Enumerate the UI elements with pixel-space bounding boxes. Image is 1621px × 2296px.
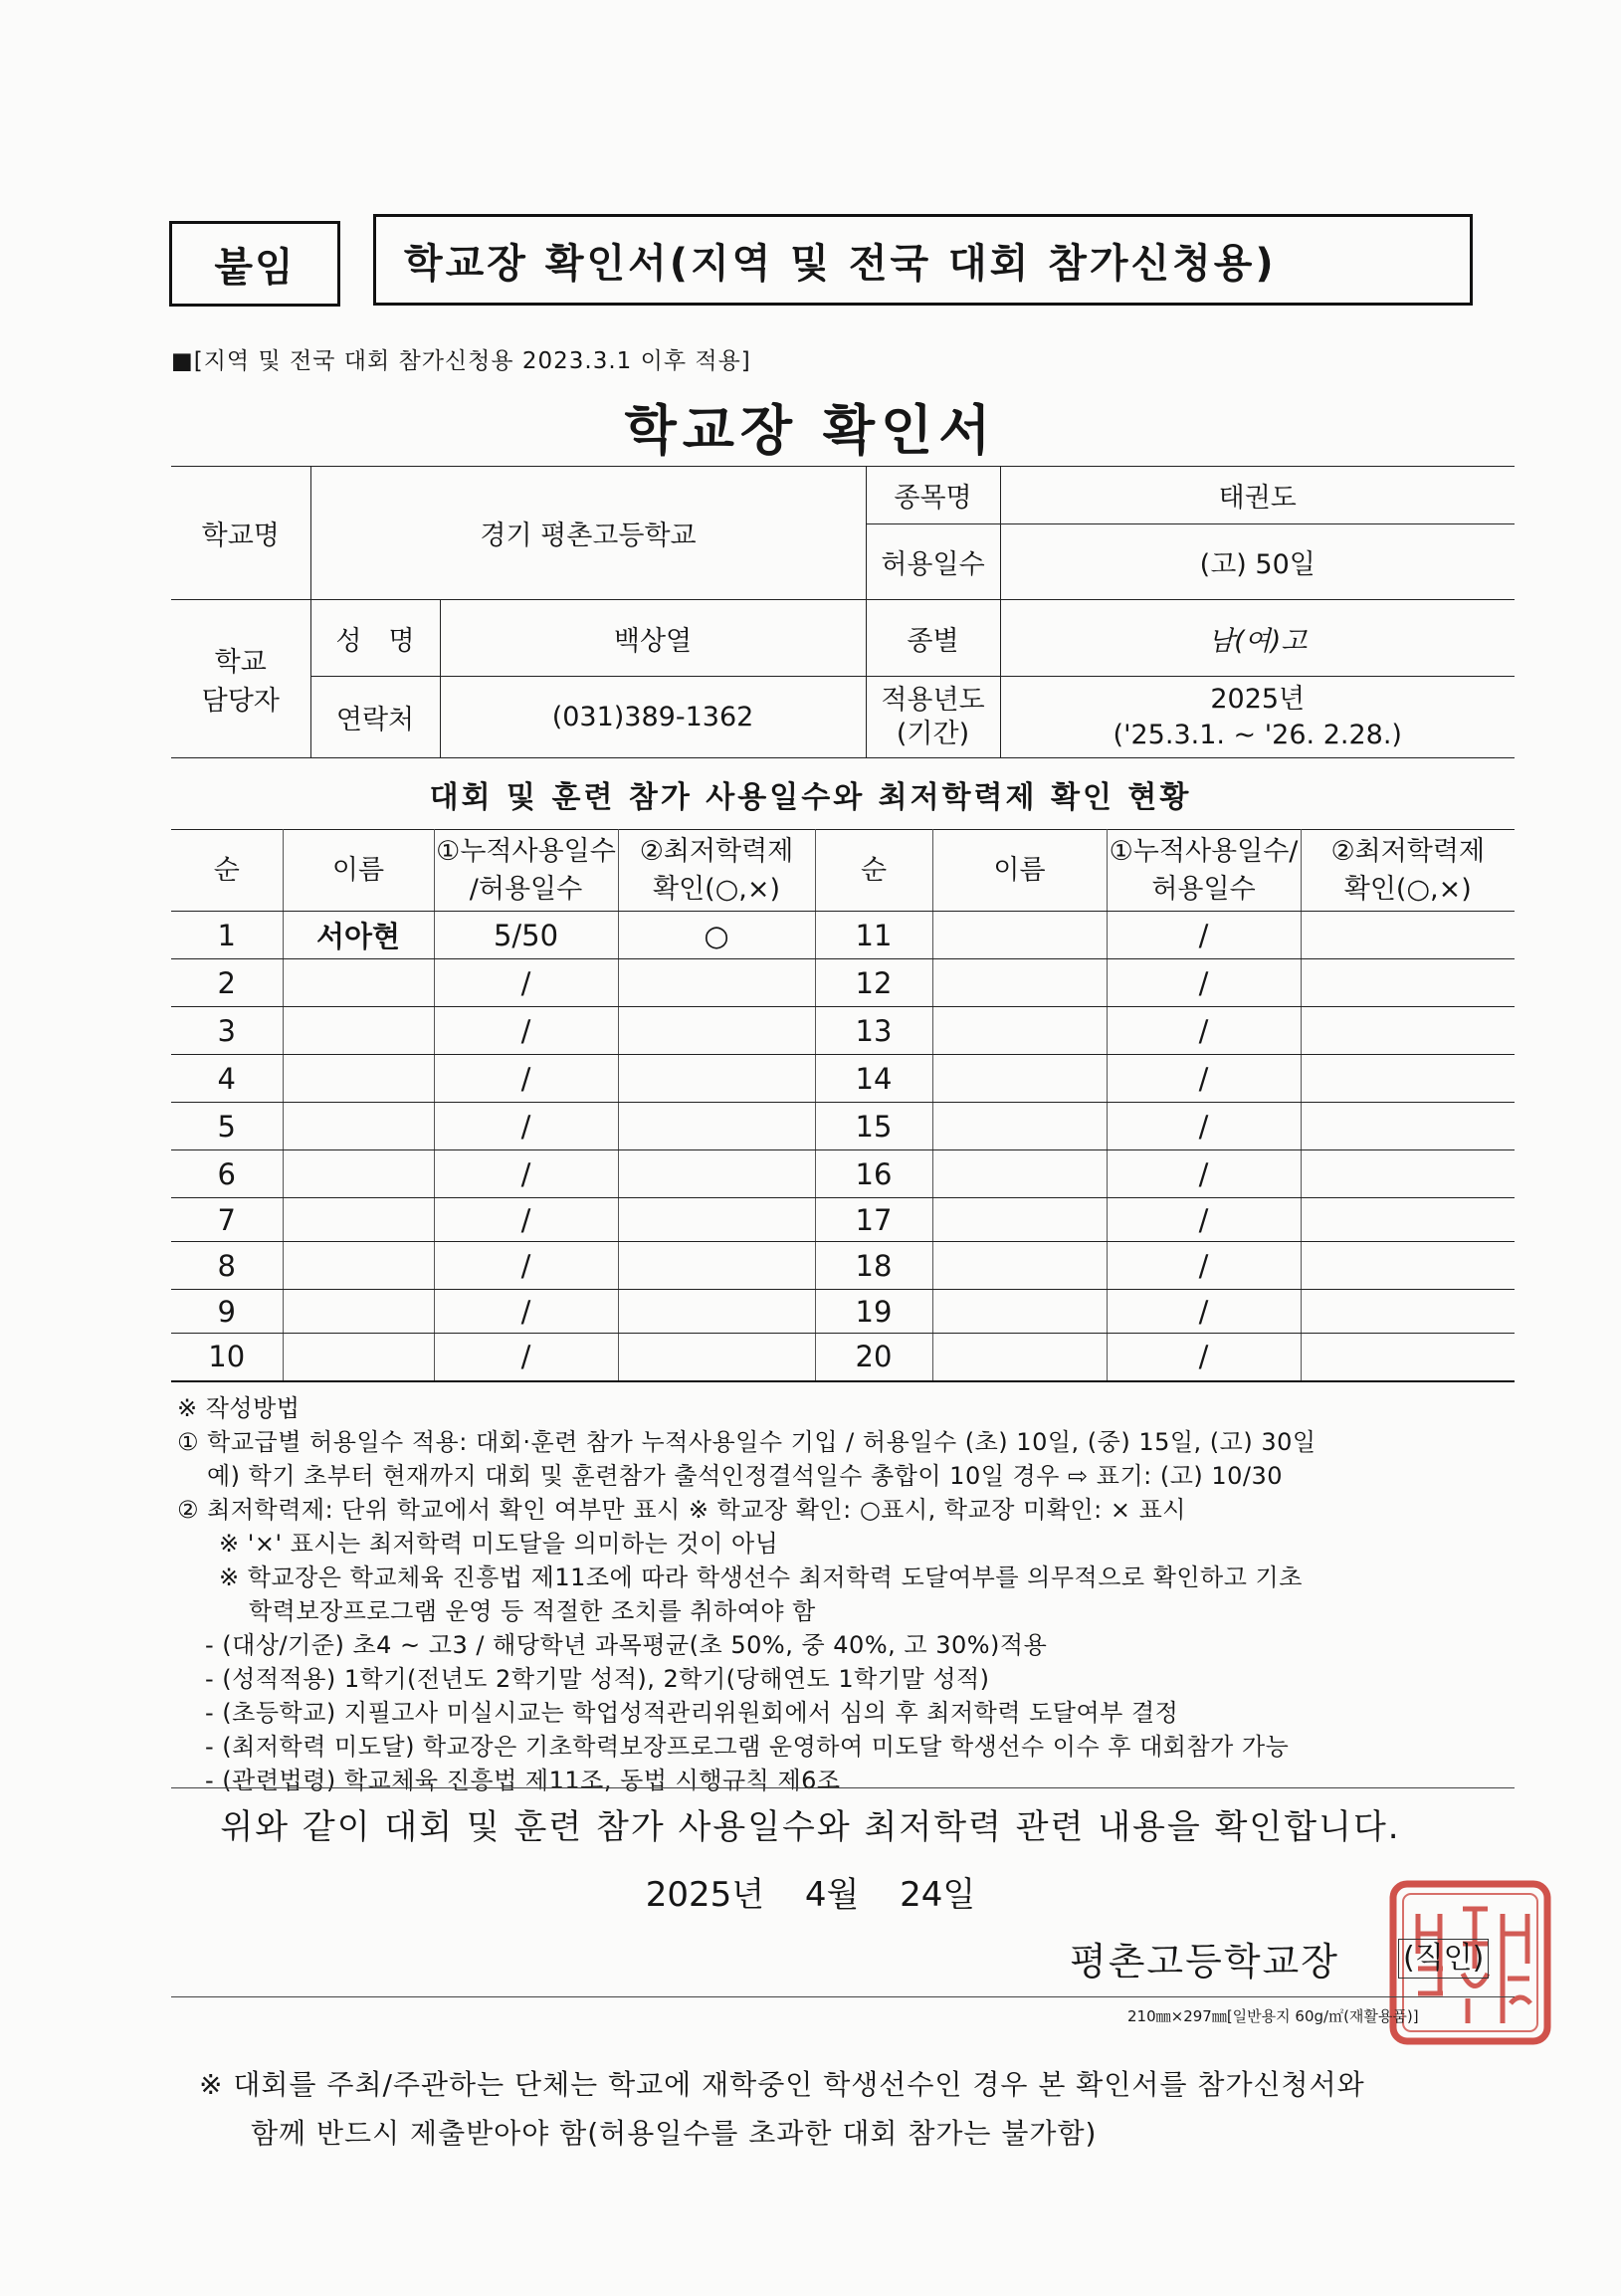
instruction-line: - (대상/기준) 초4 ~ 고3 / 해당학년 과목평균(초 50%, 중 40%, 고 30%)적용 bbox=[205, 1631, 1048, 1659]
info-table bbox=[171, 466, 1515, 758]
principal-signature: 평촌고등학교장 bbox=[1070, 1940, 1339, 1983]
student-name bbox=[283, 1103, 434, 1150]
row-no-right: 18 bbox=[815, 1242, 932, 1290]
roster-header-row bbox=[171, 830, 1515, 912]
instruction-line: 학력보장프로그램 운영 등 적절한 조치를 취하여야 함 bbox=[249, 1597, 816, 1625]
row-no: 2 bbox=[171, 959, 283, 1007]
col-min-right bbox=[1301, 830, 1515, 912]
days-cell: / bbox=[434, 1334, 618, 1381]
row-no: 5 bbox=[171, 1103, 283, 1150]
student-name bbox=[283, 1334, 434, 1381]
days-cell-right: / bbox=[1107, 1007, 1301, 1055]
student-name bbox=[283, 1242, 434, 1290]
instruction-line: - (초등학교) 지필고사 미실시교는 학업성적관리위원회에서 심의 후 최저학력 도달여부 결정 bbox=[205, 1699, 1179, 1727]
row-no-right: 11 bbox=[815, 912, 932, 959]
page-title: 학교장 확인서 bbox=[624, 399, 997, 462]
year-value-line1: 2025년 bbox=[1210, 683, 1306, 715]
applicability-note: ■[지역 및 전국 대회 참가신청용 2023.3.1 이후 적용] bbox=[171, 348, 751, 374]
days-cell: / bbox=[434, 1198, 618, 1242]
student-name-right bbox=[932, 1007, 1107, 1055]
student-name bbox=[283, 1150, 434, 1198]
days-cell-right: / bbox=[1107, 1290, 1301, 1334]
days-cell-right: / bbox=[1107, 1103, 1301, 1150]
student-name-right bbox=[932, 1242, 1107, 1290]
row-no-right: 15 bbox=[815, 1103, 932, 1150]
instructions bbox=[177, 1391, 1530, 1797]
sport-value: 태권도 bbox=[1000, 467, 1515, 524]
table-row bbox=[171, 1334, 1515, 1381]
issue-date: 2025년 4월 24일 bbox=[645, 1875, 976, 1915]
footer-notice bbox=[199, 2060, 1365, 2158]
student-name bbox=[283, 959, 434, 1007]
sport-label: 종목명 bbox=[866, 467, 1000, 524]
school-value: 경기 평촌고등학교 bbox=[310, 467, 866, 600]
days-cell-right: / bbox=[1107, 959, 1301, 1007]
min-check-cell-right bbox=[1301, 912, 1515, 959]
min-check-cell bbox=[618, 1150, 815, 1198]
row-no: 6 bbox=[171, 1150, 283, 1198]
days-cell: / bbox=[434, 1150, 618, 1198]
allowed-days-value: (고) 50일 bbox=[1000, 524, 1515, 600]
allowed-days-label: 허용일수 bbox=[866, 524, 1000, 600]
row-no: 3 bbox=[171, 1007, 283, 1055]
col-days bbox=[434, 830, 618, 912]
col-min bbox=[618, 830, 815, 912]
row-no-right: 17 bbox=[815, 1198, 932, 1242]
divider bbox=[171, 1996, 1515, 1997]
contact-value: (031)389-1362 bbox=[440, 677, 866, 758]
table-row bbox=[171, 959, 1515, 1007]
name-value: 백상열 bbox=[440, 600, 866, 677]
col-no: 순 bbox=[171, 830, 283, 912]
table-row bbox=[171, 1198, 1515, 1242]
col-days-right-line2: 허용일수 bbox=[1151, 873, 1256, 905]
days-cell: / bbox=[434, 1290, 618, 1334]
year-label-line1: 적용년도 bbox=[881, 684, 985, 716]
confirmation-statement: 위와 같이 대회 및 훈련 참가 사용일수와 최저학력 관련 내용을 확인합니다. bbox=[220, 1807, 1401, 1847]
instructions-heading: ※ 작성방법 bbox=[177, 1394, 301, 1422]
table-row bbox=[171, 1242, 1515, 1290]
row-no: 8 bbox=[171, 1242, 283, 1290]
table-row bbox=[171, 912, 1515, 959]
instruction-line: 예) 학기 초부터 현재까지 대회 및 훈련참가 출석인정결석일수 총합이 10일 경우 ⇨ 표기: (고) 10/30 bbox=[207, 1462, 1284, 1490]
row-no-right: 16 bbox=[815, 1150, 932, 1198]
row-no: 9 bbox=[171, 1290, 283, 1334]
manager-label-line2: 담당자 bbox=[201, 686, 280, 717]
instruction-line: ① 학교급별 허용일수 적용: 대회·훈련 참가 누적사용일수 기입 / 허용일수 (초) 10일, (중) 15일, (고) 30일 bbox=[177, 1428, 1317, 1456]
student-name-right bbox=[932, 1198, 1107, 1242]
roster-table bbox=[171, 829, 1515, 1382]
table-row bbox=[171, 1055, 1515, 1103]
student-name bbox=[283, 1198, 434, 1242]
row-no: 10 bbox=[171, 1334, 283, 1381]
col-min-right-line1: ②최저학력제 bbox=[1330, 835, 1486, 867]
col-min-line2: 확인(○,×) bbox=[653, 873, 780, 905]
days-cell-right: / bbox=[1107, 1055, 1301, 1103]
student-name-right bbox=[932, 912, 1107, 959]
days-cell-right: / bbox=[1107, 1150, 1301, 1198]
days-cell: / bbox=[434, 1242, 618, 1290]
min-check-cell-right bbox=[1301, 1334, 1515, 1381]
min-check-cell bbox=[618, 1007, 815, 1055]
row-no-right: 20 bbox=[815, 1334, 932, 1381]
student-name-right bbox=[932, 959, 1107, 1007]
days-cell-right: / bbox=[1107, 1198, 1301, 1242]
footer-line: ※ 대회를 주최/주관하는 단체는 학교에 재학중인 학생선수인 경우 본 확인서를 참가신청서와 bbox=[199, 2068, 1365, 2101]
year-label-line2: (기간) bbox=[896, 718, 970, 749]
days-cell-right: / bbox=[1107, 912, 1301, 959]
row-no: 7 bbox=[171, 1198, 283, 1242]
days-cell: / bbox=[434, 1055, 618, 1103]
school-label: 학교명 bbox=[171, 467, 310, 600]
col-name-right: 이름 bbox=[932, 830, 1107, 912]
name-label: 성 명 bbox=[310, 600, 440, 677]
days-cell: / bbox=[434, 1103, 618, 1150]
seal-label: (직인) bbox=[1398, 1939, 1489, 1979]
min-check-cell-right bbox=[1301, 959, 1515, 1007]
gender-label: 종별 bbox=[866, 600, 1000, 677]
gender-value: 남(여)고 bbox=[1000, 600, 1515, 677]
col-no-right: 순 bbox=[815, 830, 932, 912]
col-days-line1: ①누적사용일수 bbox=[436, 835, 616, 867]
footer-line: 함께 반드시 제출받아야 함(허용일수를 초과한 대회 참가는 불가함) bbox=[251, 2117, 1098, 2150]
col-min-line1: ②최저학력제 bbox=[639, 835, 794, 867]
min-check-cell: ○ bbox=[618, 912, 815, 959]
instruction-line: ② 최저학력제: 단위 학교에서 확인 여부만 표시 ※ 학교장 확인: ○표시, 학교장 미확인: × 표시 bbox=[177, 1496, 1186, 1524]
days-cell-right: / bbox=[1107, 1242, 1301, 1290]
min-check-cell-right bbox=[1301, 1150, 1515, 1198]
student-name bbox=[283, 1055, 434, 1103]
year-label bbox=[866, 677, 1000, 758]
min-check-cell-right bbox=[1301, 1242, 1515, 1290]
instruction-line: - (관련법령) 학교체육 진흥법 제11조, 동법 시행규칙 제6조 bbox=[205, 1767, 841, 1794]
table-row bbox=[171, 1290, 1515, 1334]
year-value bbox=[1000, 677, 1515, 758]
instruction-line: ※ 학교장은 학교체육 진흥법 제11조에 따라 학생선수 최저학력 도달여부를 의무적으로 확인하고 기초 bbox=[219, 1564, 1303, 1591]
min-check-cell bbox=[618, 1242, 815, 1290]
student-name bbox=[283, 1290, 434, 1334]
col-name: 이름 bbox=[283, 830, 434, 912]
row-no: 4 bbox=[171, 1055, 283, 1103]
min-check-cell-right bbox=[1301, 1198, 1515, 1242]
attachment-tag: 붙임 bbox=[169, 221, 340, 307]
row-no-right: 14 bbox=[815, 1055, 932, 1103]
row-no: 1 bbox=[171, 912, 283, 959]
instruction-line: ※ '×' 표시는 최저학력 미도달을 의미하는 것이 아님 bbox=[219, 1530, 779, 1558]
instruction-line: - (성적적용) 1학기(전년도 2학기말 성적), 2학기(당해연도 1학기말 성적) bbox=[205, 1665, 990, 1693]
min-check-cell-right bbox=[1301, 1290, 1515, 1334]
table-row bbox=[171, 1150, 1515, 1198]
min-check-cell-right bbox=[1301, 1007, 1515, 1055]
days-cell: 5/50 bbox=[434, 912, 618, 959]
min-check-cell bbox=[618, 1290, 815, 1334]
min-check-cell bbox=[618, 1198, 815, 1242]
col-days-right-line1: ①누적사용일수/ bbox=[1109, 835, 1299, 867]
student-name-right bbox=[932, 1055, 1107, 1103]
row-no-right: 12 bbox=[815, 959, 932, 1007]
days-cell-right: / bbox=[1107, 1334, 1301, 1381]
min-check-cell bbox=[618, 959, 815, 1007]
contact-label: 연락처 bbox=[310, 677, 440, 758]
instruction-line: - (최저학력 미도달) 학교장은 기초학력보장프로그램 운영하여 미도달 학생선수 이수 후 대회참가 가능 bbox=[205, 1733, 1290, 1761]
min-check-cell bbox=[618, 1334, 815, 1381]
row-no-right: 19 bbox=[815, 1290, 932, 1334]
divider bbox=[171, 1787, 1515, 1788]
student-name-right bbox=[932, 1334, 1107, 1381]
table-row bbox=[171, 1103, 1515, 1150]
col-min-right-line2: 확인(○,×) bbox=[1343, 873, 1472, 905]
student-name-right bbox=[932, 1150, 1107, 1198]
header-title: 학교장 확인서(지역 및 전국 대회 참가신청용) bbox=[373, 214, 1473, 306]
student-name-right bbox=[932, 1103, 1107, 1150]
days-cell: / bbox=[434, 1007, 618, 1055]
min-check-cell-right bbox=[1301, 1055, 1515, 1103]
student-name-right bbox=[932, 1290, 1107, 1334]
roster-title: 대회 및 훈련 참가 사용일수와 최저학력제 확인 현황 bbox=[429, 780, 1192, 815]
manager-label-line1: 학교 bbox=[214, 647, 267, 678]
col-days-right bbox=[1107, 830, 1301, 912]
table-row bbox=[171, 1007, 1515, 1055]
manager-label bbox=[171, 600, 310, 758]
row-no-right: 13 bbox=[815, 1007, 932, 1055]
min-check-cell bbox=[618, 1103, 815, 1150]
student-name: 서아현 bbox=[283, 912, 434, 959]
min-check-cell bbox=[618, 1055, 815, 1103]
min-check-cell-right bbox=[1301, 1103, 1515, 1150]
col-days-line2: /허용일수 bbox=[469, 873, 583, 905]
days-cell: / bbox=[434, 959, 618, 1007]
student-name bbox=[283, 1007, 434, 1055]
paper-spec: 210㎜×297㎜[일반용지 60g/㎡(재활용품)] bbox=[1127, 2007, 1419, 2025]
year-value-line2: ('25.3.1. ~ '26. 2.28.) bbox=[1113, 719, 1402, 750]
